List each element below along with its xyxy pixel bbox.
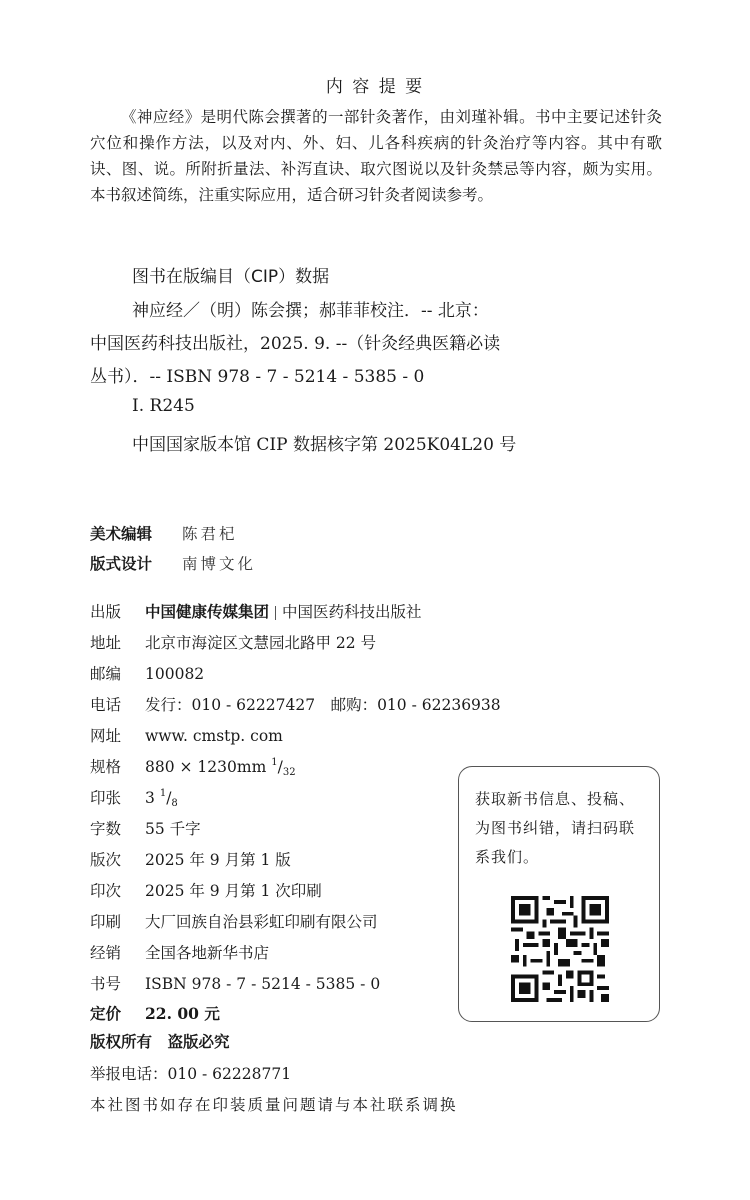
info-label: 印刷	[90, 913, 122, 931]
cip-heading: 图书在版编目（CIP）数据	[132, 267, 330, 287]
info-value: 2025 年 9 月第 1 版	[145, 851, 291, 869]
info-value: 880 × 1230mm $^1/_{32}$	[145, 757, 296, 778]
format-denominator: 32	[282, 767, 296, 778]
publisher-name: 中国医药科技出版社	[282, 603, 422, 621]
info-value: 2025 年 9 月第 1 次印刷	[145, 882, 322, 900]
info-label: 字数	[90, 820, 122, 838]
qr-code-icon[interactable]	[511, 895, 609, 1003]
divider	[275, 606, 276, 620]
info-label: 印次	[90, 882, 122, 900]
qr-caption: 获取新书信息、投稿、为图书纠错，请扫码联系我们。	[475, 790, 636, 866]
summary-paragraph: 《神应经》是明代陈会撰著的一部针灸著作，由刘瑾补辑。书中主要记述针灸穴位和操作方法，以及对内、外、妇、儿各科疾病的针灸治疗等内容。其中有歌诀、图、说。所附折量法、补泻直诀、取穴图说以及针灸禁忌等内容，颇为实用。本书叙述简练，注重实际应用，适合研习针灸者阅读参考。	[90, 108, 662, 204]
info-value: 发行：010 - 62227427 邮购：010 - 62236938	[145, 696, 501, 714]
quality-notice: 本社图书如存在印装质量问题请与本社联系调换	[90, 1096, 458, 1114]
info-label: 邮编	[90, 665, 122, 683]
info-value: 全国各地新华书店	[145, 944, 270, 962]
cip-cert-number: 中国国家版本馆 CIP 数据核字第 2025K04L20 号	[132, 435, 517, 455]
report-phone: 举报电话：010 - 62228771	[90, 1065, 292, 1083]
format-main: 880 × 1230mm	[145, 758, 267, 776]
info-sheets	[90, 786, 178, 809]
sheets-numerator: 1	[159, 788, 167, 799]
info-label: 地址	[90, 634, 122, 652]
info-format	[90, 755, 296, 778]
info-address	[90, 631, 376, 653]
info-website	[90, 724, 283, 746]
info-value: 3 $^1/_8$	[145, 788, 178, 809]
credit-art-editor	[90, 522, 238, 544]
credit-label: 版式设计	[90, 555, 153, 573]
info-price	[90, 1002, 220, 1024]
info-printer	[90, 910, 378, 932]
info-value: 22. 00 元	[145, 1004, 220, 1023]
info-label: 印张	[90, 789, 122, 807]
credit-value: 南博文化	[182, 555, 257, 573]
info-postcode	[90, 662, 204, 684]
credit-label: 美术编辑	[90, 525, 153, 543]
credit-layout-design	[90, 552, 256, 574]
sheets-denominator: 8	[171, 798, 178, 809]
cip-line-1: 神应经／（明）陈会撰；郝菲菲校注．-- 北京：	[132, 301, 489, 321]
info-wordcount	[90, 817, 201, 839]
format-numerator: 1	[271, 757, 278, 768]
info-label: 书号	[90, 975, 122, 993]
info-value: 55 千字	[145, 820, 201, 838]
info-isbn	[90, 972, 380, 994]
summary-title: 内 容 提 要	[325, 77, 425, 97]
copyright-notice: 版权所有 盗版必究	[90, 1033, 230, 1051]
info-label: 网址	[90, 727, 122, 745]
credit-value: 陈君杞	[182, 525, 238, 543]
info-value: 100082	[145, 665, 205, 683]
info-printing	[90, 879, 322, 901]
info-value: www. cmstp. com	[145, 727, 283, 745]
info-label: 出版	[90, 603, 122, 621]
info-label: 规格	[90, 758, 122, 776]
info-label: 经销	[90, 944, 122, 962]
summary-text-block	[90, 104, 662, 208]
publisher-group: 中国健康传媒集团	[145, 602, 270, 621]
info-label: 电话	[90, 696, 122, 714]
info-value: ISBN 978 - 7 - 5214 - 5385 - 0	[145, 975, 381, 993]
info-phone	[90, 693, 501, 715]
sheets-main: 3	[145, 789, 155, 807]
cip-line-3: 丛书）．-- ISBN 978 - 7 - 5214 - 5385 - 0	[90, 367, 425, 387]
cip-line-2: 中国医药科技出版社，2025. 9. --（针灸经典医籍必读	[90, 334, 501, 354]
info-label: 定价	[90, 1004, 122, 1023]
info-edition	[90, 848, 291, 870]
info-value: 北京市海淀区文慧园北路甲 22 号	[145, 634, 377, 652]
info-publisher	[90, 600, 422, 622]
info-value: 大厂回族自治县彩虹印刷有限公司	[145, 913, 378, 931]
qr-panel	[458, 766, 660, 1022]
cip-classification: Ⅰ. R245	[132, 396, 195, 416]
info-label: 版次	[90, 851, 122, 869]
info-distributor	[90, 941, 269, 963]
